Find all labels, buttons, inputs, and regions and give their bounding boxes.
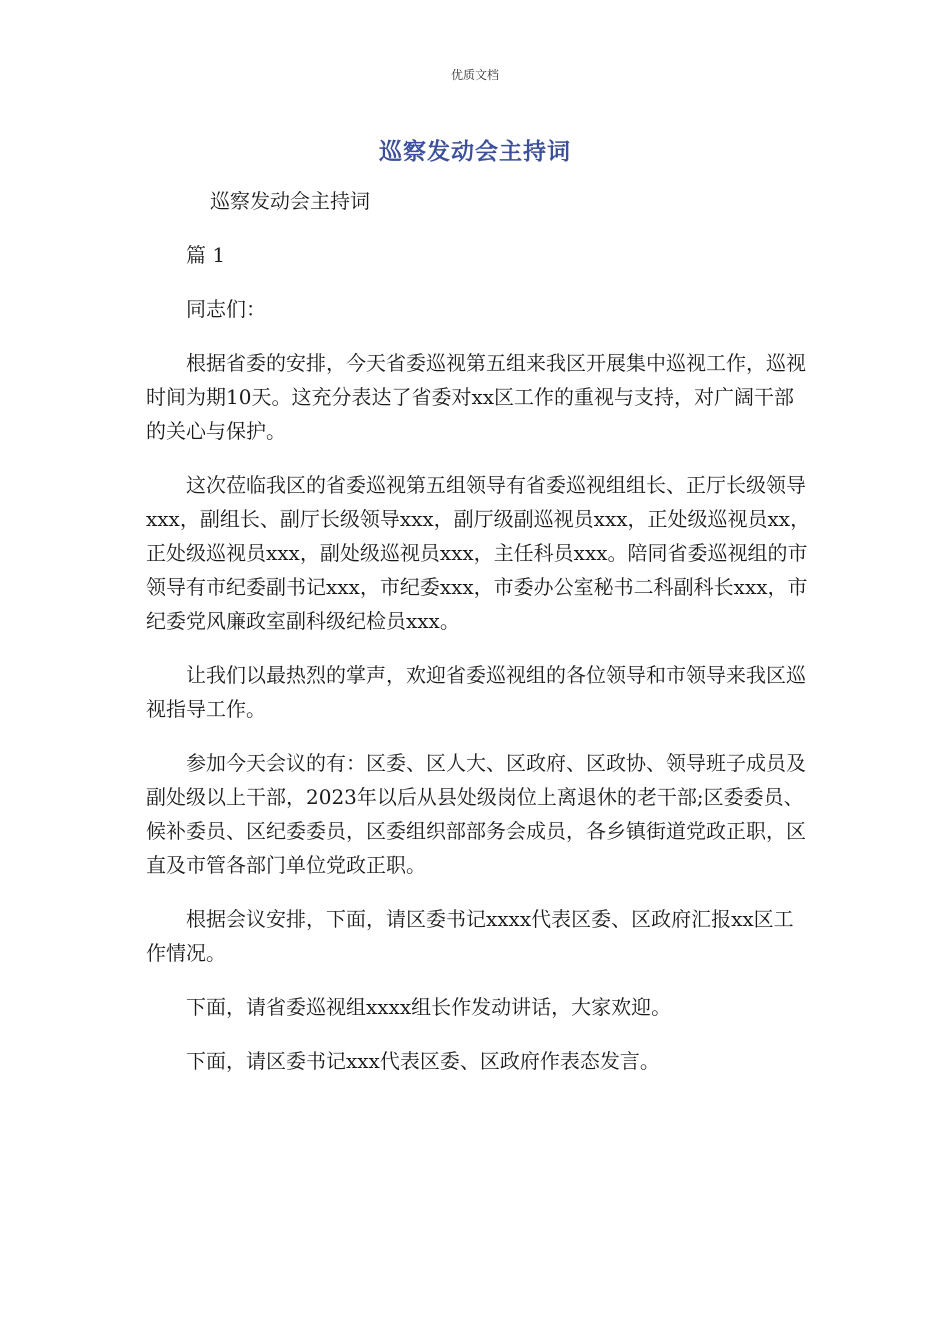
section-label: 篇 1 [186,243,226,267]
document-title: 巡察发动会主持词 [379,139,571,165]
page-header-label: 优质文档 [450,68,499,82]
paragraph: 根据省委的安排，今天省委巡视第五组来我区开展集中巡视工作，巡视时间为期10天。这充分表达了省委对xx区工作的重视与支持，对广阔干部的关心与保护。 [146,351,806,443]
paragraph: 参加今天会议的有：区委、区人大、区政府、区政协、领导班子成员及副处级以上干部，2023年以后从县处级岗位上离退休的老干部;区委委员、候补委员、区纪委委员，区委组织部部务会成员，各乡镇街道党政正职，区直及市管各部门单位党政正职。 [146,751,806,877]
paragraph: 下面，请省委巡视组xxxx组长作发动讲话，大家欢迎。 [186,995,672,1019]
salutation: 同志们： [186,297,266,321]
document-subtitle: 巡察发动会主持词 [210,189,370,213]
paragraph: 让我们以最热烈的掌声，欢迎省委巡视组的各位领导和市领导来我区巡视指导工作。 [146,663,806,721]
paragraph: 根据会议安排，下面，请区委书记xxxx代表区委、区政府汇报xx区工作情况。 [146,907,794,965]
paragraph: 下面，请区委书记xxx代表区委、区政府作表态发言。 [186,1049,660,1073]
paragraph: 这次莅临我区的省委巡视第五组领导有省委巡视组组长、正厅长级领导xxx，副组长、副厅长级领导xxx，副厅级副巡视员xxx，正处级巡视员xx，正处级巡视员xxx，副处级巡视员xxx，主任科员xxx。陪同省委巡视组的市领导有市纪委副书记xxx，市纪委xxx，市委办公室秘书二科副科长xxx，市纪委党风廉政室副科级纪检员xxx。 [146,473,811,633]
document-body [146,184,811,1098]
